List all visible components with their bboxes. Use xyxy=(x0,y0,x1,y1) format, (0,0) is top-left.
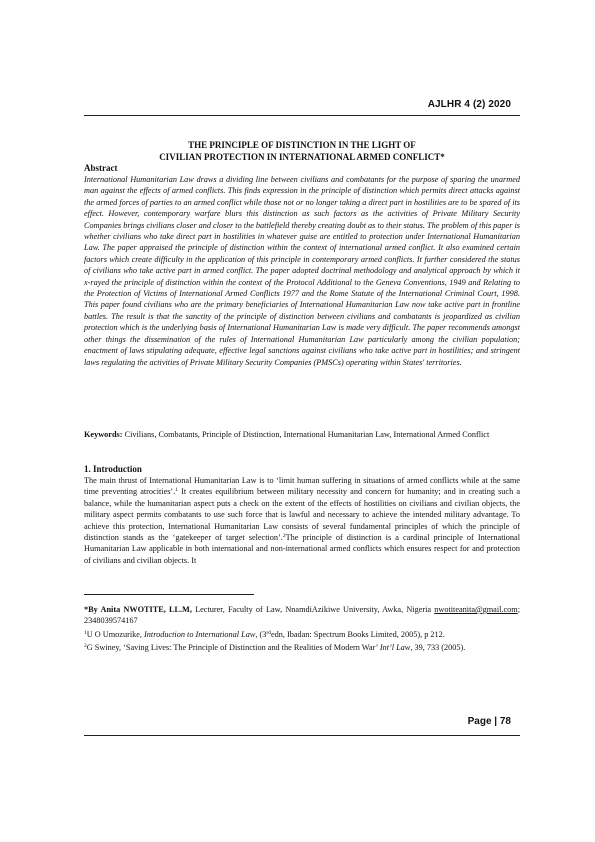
introduction-text xyxy=(84,475,520,566)
footnote-2-journal: Int’l Law xyxy=(379,642,411,652)
footnote-ref-1[interactable]: 1 xyxy=(175,487,178,494)
author-email-link[interactable]: nwotiteanita@gmail.com xyxy=(434,605,518,614)
header-rule xyxy=(84,115,520,116)
author-phone: ; 2348039574167 xyxy=(84,605,520,626)
footnote-2-number: 2 xyxy=(84,642,87,649)
footer-rule xyxy=(84,735,520,736)
author-name: *By Anita NWOTITE, LL.M, xyxy=(84,605,192,614)
page-number: Page | 78 xyxy=(467,716,511,727)
paper-title xyxy=(84,140,520,163)
footnote-1-author: U O Umozurike, xyxy=(86,629,145,639)
footnote-1-number: 1 xyxy=(84,629,87,636)
intro-part-2: It creates equilibrium between military necessity and concern for humanity; and in creating such a balance, while the humanitarian aspect puts a check on the extent of the effects of hostilities on civilians and civilian objects, the military aspect permits combatants to use such force that is lawful and necessary to achieve the intended military advantage. To achieve this protection, International Humanitarian Law consists of several fundamental principles of which the principle of distinction stands as the ‘gatekeeper of target selection’. xyxy=(84,487,520,543)
intro-part-3: The principle of distinction is a cardinal principle of International Humanitarian Law applicable in both international and non-international armed conflicts which ensures respect for and protection of civilians and civilian objects. It xyxy=(84,533,521,565)
footnote-2-article: G Swiney, ‘Saving Lives: The Principle of Distinction and the Realities of Modern War’ xyxy=(86,642,380,652)
introduction-heading: 1. Introduction xyxy=(84,464,142,474)
keywords-label: Keywords: xyxy=(84,430,123,439)
title-line-2: CIVILIAN PROTECTION IN INTERNATIONAL ARMED CONFLICT* xyxy=(159,151,445,162)
author-affiliation: Lecturer, Faculty of Law, NnamdiAzikiwe University, Awka, Nigeria xyxy=(191,605,435,614)
footnote-2 xyxy=(84,642,520,653)
keywords xyxy=(84,429,520,440)
footnote-2-citation: , 39, 733 (2005). xyxy=(410,642,466,652)
footnote-separator xyxy=(84,594,254,595)
footnote-1-edition: , (3 xyxy=(255,629,267,639)
footnote-ref-2[interactable]: 2 xyxy=(282,533,286,540)
footnote-1 xyxy=(84,629,520,640)
abstract-heading: Abstract xyxy=(84,163,118,173)
title-line-1: THE PRINCIPLE OF DISTINCTION IN THE LIGHT OF xyxy=(188,140,416,150)
footnote-1-publisher: edn, Ibadan: Spectrum Books Limited, 2005), p 212. xyxy=(270,629,445,639)
journal-header: AJLHR 4 (2) 2020 xyxy=(427,99,511,110)
footnote-1-ordinal: rd xyxy=(266,629,271,636)
author-footnote xyxy=(84,604,520,627)
abstract-text: International Humanitarian Law draws a dividing line between civilians and combatants for the purpose of sparing the unarmed man against the effects of armed conflicts. This finds expression in the principle of distinction which permits direct attacks against the armed forces of parties to an armed conflict while those not or no longer taking a direct part in hostilities are to be spared of its effect. However, contemporary warfare blurs this distinction as such factors as the activities of Private Military Security Companies brings civilians closer and closer to the battlefield thereby creating doubt as to their status. The problem of this paper is whether civilians who take direct part in hostilities in whatever guise are entitled to protection under International Humanitarian Law. The paper appraised the principle of distinction within the context of international armed conflict. It also examined certain factors which create difficulty in the application of this principle in contemporary armed conflicts. It further considered the status of civilians who take active part in armed conflict. The paper adopted doctrinal methodology and analytical approach by which it x-rayed the principle of distinction within the context of the Protocol Additional to the Geneva Conventions, 1949 and Relating to the Protection of Victims of International Armed Conflicts 1977 and the Rome Statute of the International Criminal Court, 1998. This paper found civilians who are the primary beneficiaries of International Humanitarian Law now take active part in frontline battles. The result is that the sanctity of the principle of distinction between civilians and combatants is jeopardized as civilian protection which is the underlying basis of International Humanitarian Law is made very difficult. The paper recommends amongst other things the dissemination of the rules of International Humanitarian Law particularly among the civilian population; enactment of laws stipulating adequate, effective legal sanctions against civilians who take active part in hostilities; and stringent laws regulating the activities of Private Military Security Companies (PMSCs) operating within States' territories. xyxy=(84,175,520,367)
intro-part-1: The main thrust of International Humanitarian Law is to ‘limit human suffering in situations of armed conflicts while at the same time preventing atrocities’. xyxy=(84,476,520,497)
footnotes xyxy=(84,604,520,655)
footnote-1-book-title: Introduction to International Law xyxy=(144,629,256,639)
keywords-list: Civilians, Combatants, Principle of Distinction, International Humanitarian Law, International Armed Conflict xyxy=(122,430,490,439)
